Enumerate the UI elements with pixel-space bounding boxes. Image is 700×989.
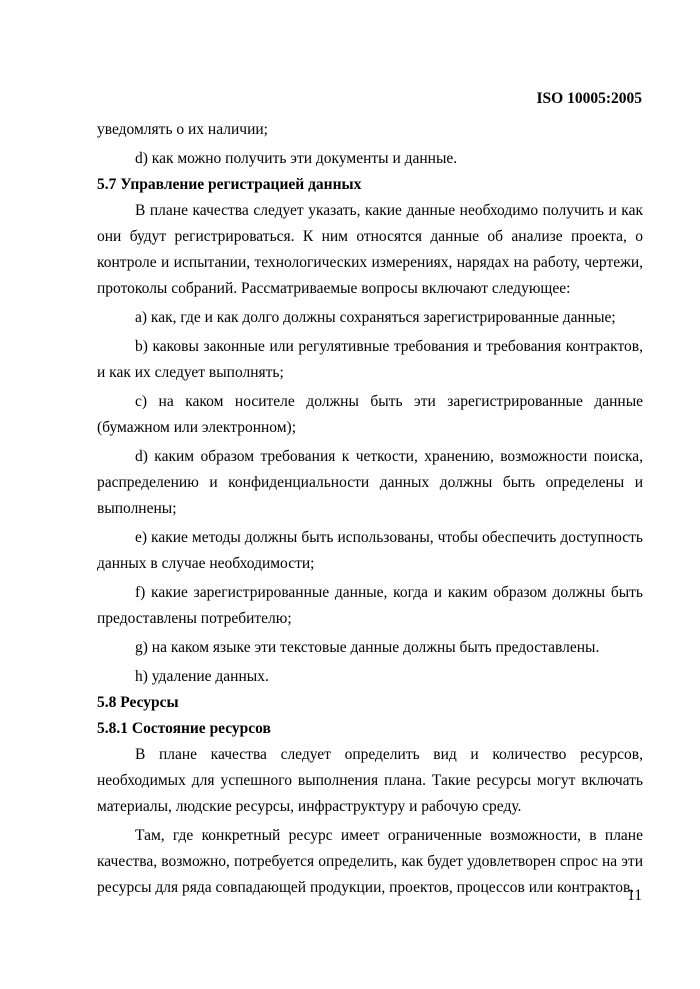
section-heading-5-8-1: 5.8.1 Состояние ресурсов: [97, 720, 271, 737]
list-item-c: c) на каком носителе должны быть эти зарегистрированные данные (бумажном или электронном);: [97, 393, 643, 436]
section-heading-5-7: 5.7 Управление регистрацией данных: [97, 176, 362, 193]
document-id: ISO 10005:2005: [536, 90, 642, 107]
section-heading-5-8: 5.8 Ресурсы: [97, 694, 179, 711]
list-item-b: b) каковы законные или регулятивные требования и требования контрактов, и как их следует выполнять;: [97, 338, 643, 381]
document-body: [97, 117, 643, 901]
list-item-a: a) как, где и как долго должны сохраняться зарегистрированные данные;: [135, 309, 616, 326]
list-item-g: g) на каком языке эти текстовые данные должны быть предоставлены.: [135, 639, 600, 656]
paragraph-resources: В плане качества следует определить вид и количество ресурсов, необходимых для успешного выполнения плана. Такие ресурсы могут включать материалы, людские ресурсы, инфраструктуру и рабочую среду.: [97, 746, 643, 815]
paragraph-records-intro: В плане качества следует указать, какие данные необходимо получить и как они будут регистрироваться. К ним относятся данные об анализе проекта, о контроле и испытании, технологических измерениях, нарядах на работу, чертежи, протоколы собраний. Рассматриваемые вопросы включают следующее:: [97, 202, 643, 297]
paragraph-continuation: уведомлять о их наличии;: [97, 121, 268, 138]
paragraph-limited-resources: Там, где конкретный ресурс имеет ограниченные возможности, в плане качества, возможно, потребуется определить, как будет удовлетворен спрос на эти ресурсы для ряда совпадающей продукции, проектов, процессов или контрактов.: [97, 827, 643, 896]
list-item-f: f) какие зарегистрированные данные, когда и каким образом должны быть предоставлены потребителю;: [97, 584, 643, 627]
list-item-d: d) как можно получить эти документы и данные.: [135, 150, 458, 167]
list-item-d-2: d) каким образом требования к четкости, хранению, возможности поиска, распределению и конфиденциальности данных должны быть определены и выполнены;: [97, 448, 643, 517]
list-item-e: e) какие методы должны быть использованы, чтобы обеспечить доступность данных в случае необходимости;: [97, 529, 643, 572]
list-item-h: h) удаление данных.: [135, 668, 269, 685]
page-number: 11: [627, 887, 642, 904]
